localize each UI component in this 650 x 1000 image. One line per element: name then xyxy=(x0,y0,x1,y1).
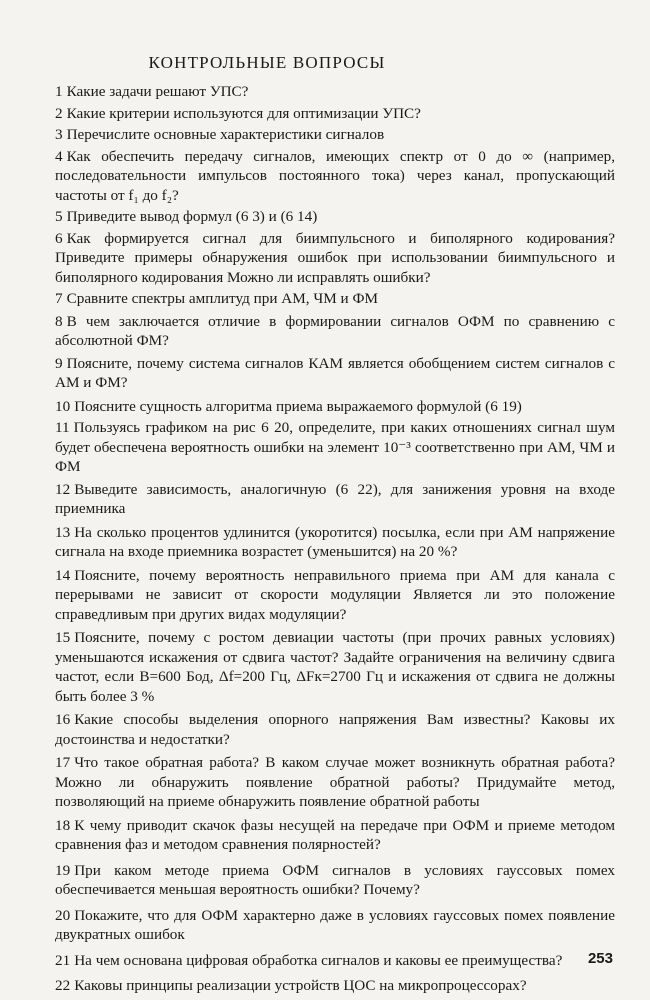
question-number: 16 xyxy=(55,711,71,728)
question-item xyxy=(55,312,615,351)
question-item xyxy=(55,125,615,145)
question-text: Перечислите основные характеристики сигналов xyxy=(66,126,385,143)
question-text: Как обеспечить передачу сигналов, имеющих спектр от 0 до ∞ (например, последовательности импульсов постоянного тока) через канал, пропускающий частоты от f₁ до f₂? xyxy=(55,147,615,204)
question-text: Выведите зависимость, аналогичную (6 22), для занижения уровня на входе приемника xyxy=(55,480,615,517)
question-number: 13 xyxy=(55,523,71,541)
question-item xyxy=(55,566,615,625)
question-number: 14 xyxy=(55,566,71,584)
question-number: 1 xyxy=(55,83,63,100)
question-item xyxy=(55,82,615,102)
question-item xyxy=(55,976,615,996)
question-item xyxy=(55,207,615,227)
question-number: 12 xyxy=(55,480,71,498)
question-text: Поясните, почему с ростом девиации частоты (при прочих равных условиях) уменьшаются искажения от сдвига частот? Задайте ограничения на величину сдвига частот, если B=600 Бод, Δf=200 Гц, ΔFк=2700 Гц и искажения от сдвига не должны быть более 3 % xyxy=(55,629,615,705)
question-text: Что такое обратная работа? В каком случае может возникнуть обратная работа? Можно ли обнаружить появление обратной работы? Придумайте метод, позволяющий на приеме обнаружить появление обратной работы xyxy=(55,754,615,810)
question-item xyxy=(55,861,615,900)
question-text: Поясните сущность алгоритма приема выражаемого формулой (6 19) xyxy=(74,397,522,415)
question-text: Какие критерии используются для оптимизации УПС? xyxy=(66,104,421,122)
page-title: КОНТРОЛЬНЫЕ ВОПРОСЫ xyxy=(148,53,386,73)
question-text: Пользуясь графиком на рис 6 20, определите, при каких отношениях сигнал шум будет обеспечена вероятность ошибки на элемент 10⁻³ соответственно при АМ, ЧМ и ФМ xyxy=(55,419,615,475)
question-number: 19 xyxy=(55,861,71,879)
question-number: 9 xyxy=(55,354,63,372)
question-text: Поясните, почему система сигналов КАМ является обобщением систем сигналов с АМ и ФМ? xyxy=(55,354,615,391)
question-text: Покажите, что для ОФМ характерно даже в условиях гауссовых помех появление двукратных ошибок xyxy=(55,906,615,943)
question-number: 10 xyxy=(55,397,71,415)
question-text: Сравните спектры амплитуд при АМ, ЧМ и ФМ xyxy=(66,290,378,307)
question-number: 7 xyxy=(55,290,63,307)
question-item xyxy=(55,354,615,393)
question-number: 8 xyxy=(55,312,63,330)
question-text: Каковы принципы реализации устройств ЦОС на микропроцессорах? xyxy=(74,977,527,994)
question-text: Как формируется сигнал для биимпульсного и биполярного кодирования? Приведите примеры обнаружения ошибок при использовании биимпульсного и биполярного кодирования Можно ли исправлять ошибки? xyxy=(55,229,615,286)
question-item xyxy=(55,480,615,519)
question-number: 11 xyxy=(55,419,70,436)
question-item xyxy=(55,710,615,749)
question-number: 22 xyxy=(55,977,71,994)
question-text: Какие способы выделения опорного напряжения Вам известны? Каковы их достоинства и недостатки? xyxy=(55,711,615,748)
question-text: В чем заключается отличие в формировании сигналов ОФМ по сравнению с абсолютной ФМ? xyxy=(55,312,615,349)
question-number: 6 xyxy=(55,229,63,247)
question-text: Приведите вывод формул (6 3) и (6 14) xyxy=(66,208,318,225)
question-number: 5 xyxy=(55,208,63,225)
question-item xyxy=(55,147,615,206)
question-number: 4 xyxy=(55,147,63,165)
question-item xyxy=(55,951,615,971)
question-item xyxy=(55,523,615,562)
question-item xyxy=(55,816,615,855)
question-number: 2 xyxy=(55,104,63,122)
questions-list xyxy=(55,80,615,996)
question-number: 18 xyxy=(55,816,71,834)
question-item xyxy=(55,397,615,417)
question-item xyxy=(55,418,615,477)
page-number: 253 xyxy=(587,950,613,967)
question-number: 15 xyxy=(55,629,71,646)
question-number: 3 xyxy=(55,126,63,143)
question-text: К чему приводит скачок фазы несущей на передаче при ОФМ и приеме методом сравнения фаз и методом сравнения полярностей? xyxy=(55,816,615,853)
question-text: При каком методе приема ОФМ сигналов в условиях гауссовых помех обеспечивается меньшая вероятность ошибки? Почему? xyxy=(55,861,615,898)
question-number: 20 xyxy=(55,906,71,924)
question-item xyxy=(55,906,615,945)
question-item xyxy=(55,229,615,288)
question-item xyxy=(55,628,615,706)
question-text: Поясните, почему вероятность неправильного приема при АМ для канала с перерывами не зависит от скорости модуляции Является ли это положение справедливым при других видах модуляции? xyxy=(55,566,615,623)
question-item xyxy=(55,289,615,309)
question-text: На чем основана цифровая обработка сигналов и каковы ее преимущества? xyxy=(74,951,563,969)
question-item xyxy=(55,104,615,124)
question-text: На сколько процентов удлинится (укоротится) посылка, если при АМ напряжение сигнала на входе приемника возрастет (уменьшится) на 20 %? xyxy=(55,523,615,560)
question-text: Какие задачи решают УПС? xyxy=(66,83,249,100)
question-number: 17 xyxy=(55,754,71,771)
question-item xyxy=(55,753,615,812)
question-number: 21 xyxy=(55,951,71,969)
